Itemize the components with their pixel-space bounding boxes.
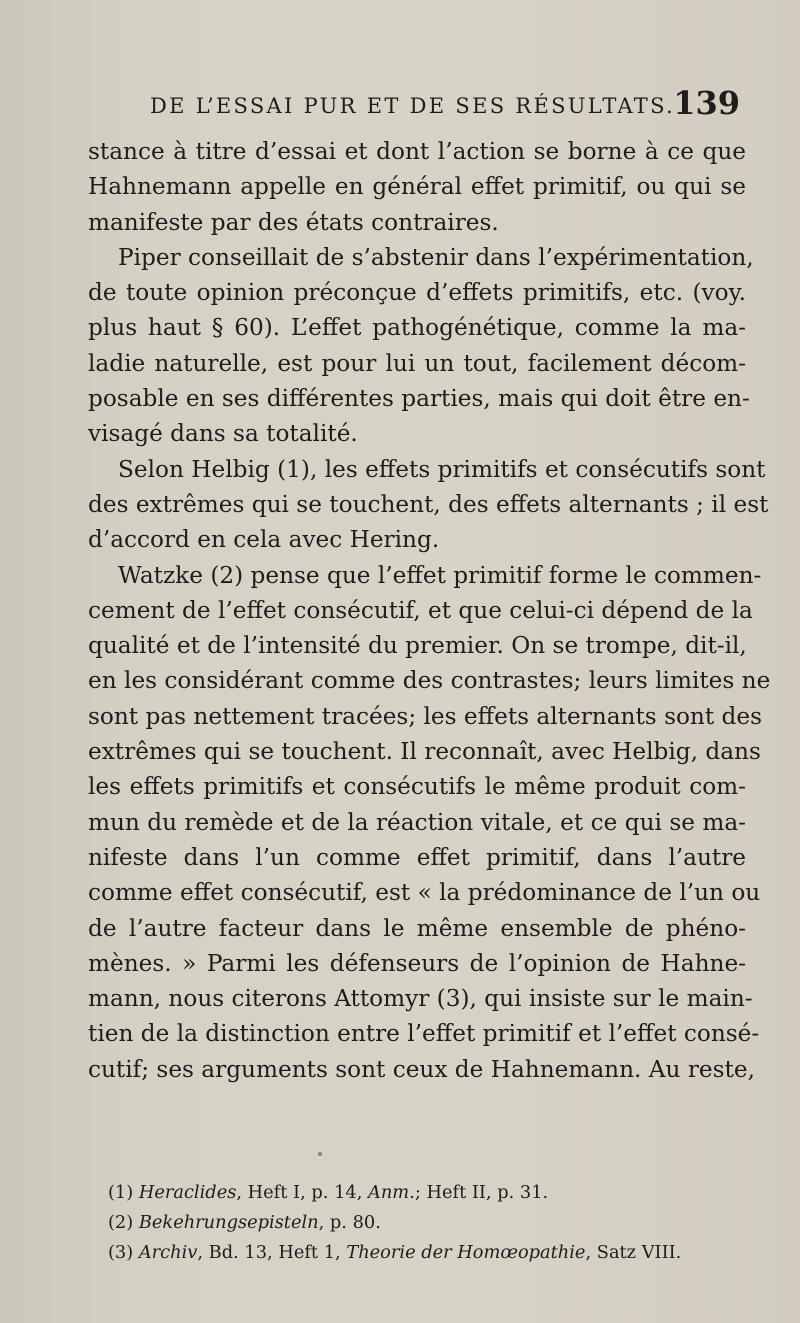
text-line: Piper conseillait de s’abstenir dans l’expérimentation,: [118, 243, 754, 271]
footnote-mark: (1): [108, 1182, 134, 1203]
text-line: nifeste dans l’un comme effet primitif, dans l’autre: [88, 843, 746, 871]
text-line: Hahnemann appelle en général effet primitif, ou qui se: [88, 173, 746, 201]
footnote-text: , Bd. 13, Heft 1,: [197, 1242, 347, 1263]
footnotes: [108, 1178, 728, 1268]
text-line: les effets primitifs et consécutifs le même produit com-: [88, 773, 746, 801]
text-line: stance à titre d’essai et dont l’action se borne à ce que: [88, 138, 746, 165]
footnote-italic: Anm.: [368, 1182, 415, 1203]
footnote-source-title: Archiv: [138, 1242, 198, 1263]
text-line: d’accord en cela avec Hering.: [88, 526, 440, 554]
text-line: mun du remède et de la réaction vitale, et ce qui se ma-: [88, 808, 746, 836]
text-line: cement de l’effet consécutif, et que celui-ci dépend de la: [88, 596, 753, 624]
text-line: ladie naturelle, est pour lui un tout, facilement décom-: [88, 349, 746, 377]
text-line: qualité et de l’intensité du premier. On se trompe, dit-il,: [88, 632, 747, 660]
footnote-text: , Heft I, p. 14,: [236, 1182, 369, 1203]
text-line: tien de la distinction entre l’effet primitif et l’effet consé-: [88, 1020, 760, 1048]
footnote-mark: (2): [108, 1212, 134, 1233]
text-line: des extrêmes qui se touchent, des effets alternants ; il est: [88, 490, 769, 518]
text-line: Selon Helbig (1), les effets primitifs et consécutifs sont: [118, 455, 766, 483]
text-line: extrêmes qui se touchent. Il reconnaît, avec Helbig, dans: [88, 738, 761, 766]
text-line: visagé dans sa totalité.: [88, 420, 358, 448]
text-line: de l’autre facteur dans le même ensemble de phéno-: [88, 914, 746, 942]
footnote-source-title: Bekehrungsepisteln: [138, 1212, 319, 1233]
text-line: de toute opinion préconçue d’effets primitifs, etc. (voy.: [88, 279, 746, 307]
footnote-text: , p. 80.: [318, 1212, 381, 1233]
text-line: manifeste par des états contraires.: [88, 208, 499, 236]
ink-speck: [318, 1152, 322, 1156]
footnote-1: [108, 1178, 728, 1208]
footnote-mark: (3): [108, 1242, 134, 1263]
text-line: mènes. » Parmi les défenseurs de l’opinion de Hahne-: [88, 949, 746, 977]
text-line: plus haut § 60). L’effet pathogénétique, comme la ma-: [88, 314, 746, 342]
text-line: comme effet consécutif, est « la prédominance de l’un ou: [88, 879, 761, 907]
footnote-text: ; Heft II, p. 31.: [414, 1182, 549, 1203]
footnote-text: , Satz VIII.: [585, 1242, 682, 1263]
footnote-italic: Theorie der Homœopathie: [346, 1242, 586, 1263]
text-line: cutif; ses arguments sont ceux de Hahnemann. Au reste,: [88, 1055, 755, 1083]
footnote-3: [108, 1238, 728, 1268]
text-line: mann, nous citerons Attomyr (3), qui insiste sur le main-: [88, 985, 753, 1013]
footnote-2: [108, 1208, 728, 1238]
running-title: DE L’ESSAI PUR ET DE SES RÉSULTATS.: [150, 94, 676, 118]
text-line: posable en ses différentes parties, mais qui doit être en-: [88, 385, 750, 413]
text-line: sont pas nettement tracées; les effets alternants sont des: [88, 702, 763, 730]
page-number: 139: [673, 84, 740, 122]
page-header: [150, 84, 740, 124]
footnote-source-title: Heraclides: [138, 1182, 237, 1203]
body-text: [88, 134, 771, 1087]
text-line: Watzke (2) pense que l’effet primitif forme le commen-: [118, 561, 762, 589]
text-line: en les considérant comme des contrastes; leurs limites ne: [88, 667, 771, 695]
